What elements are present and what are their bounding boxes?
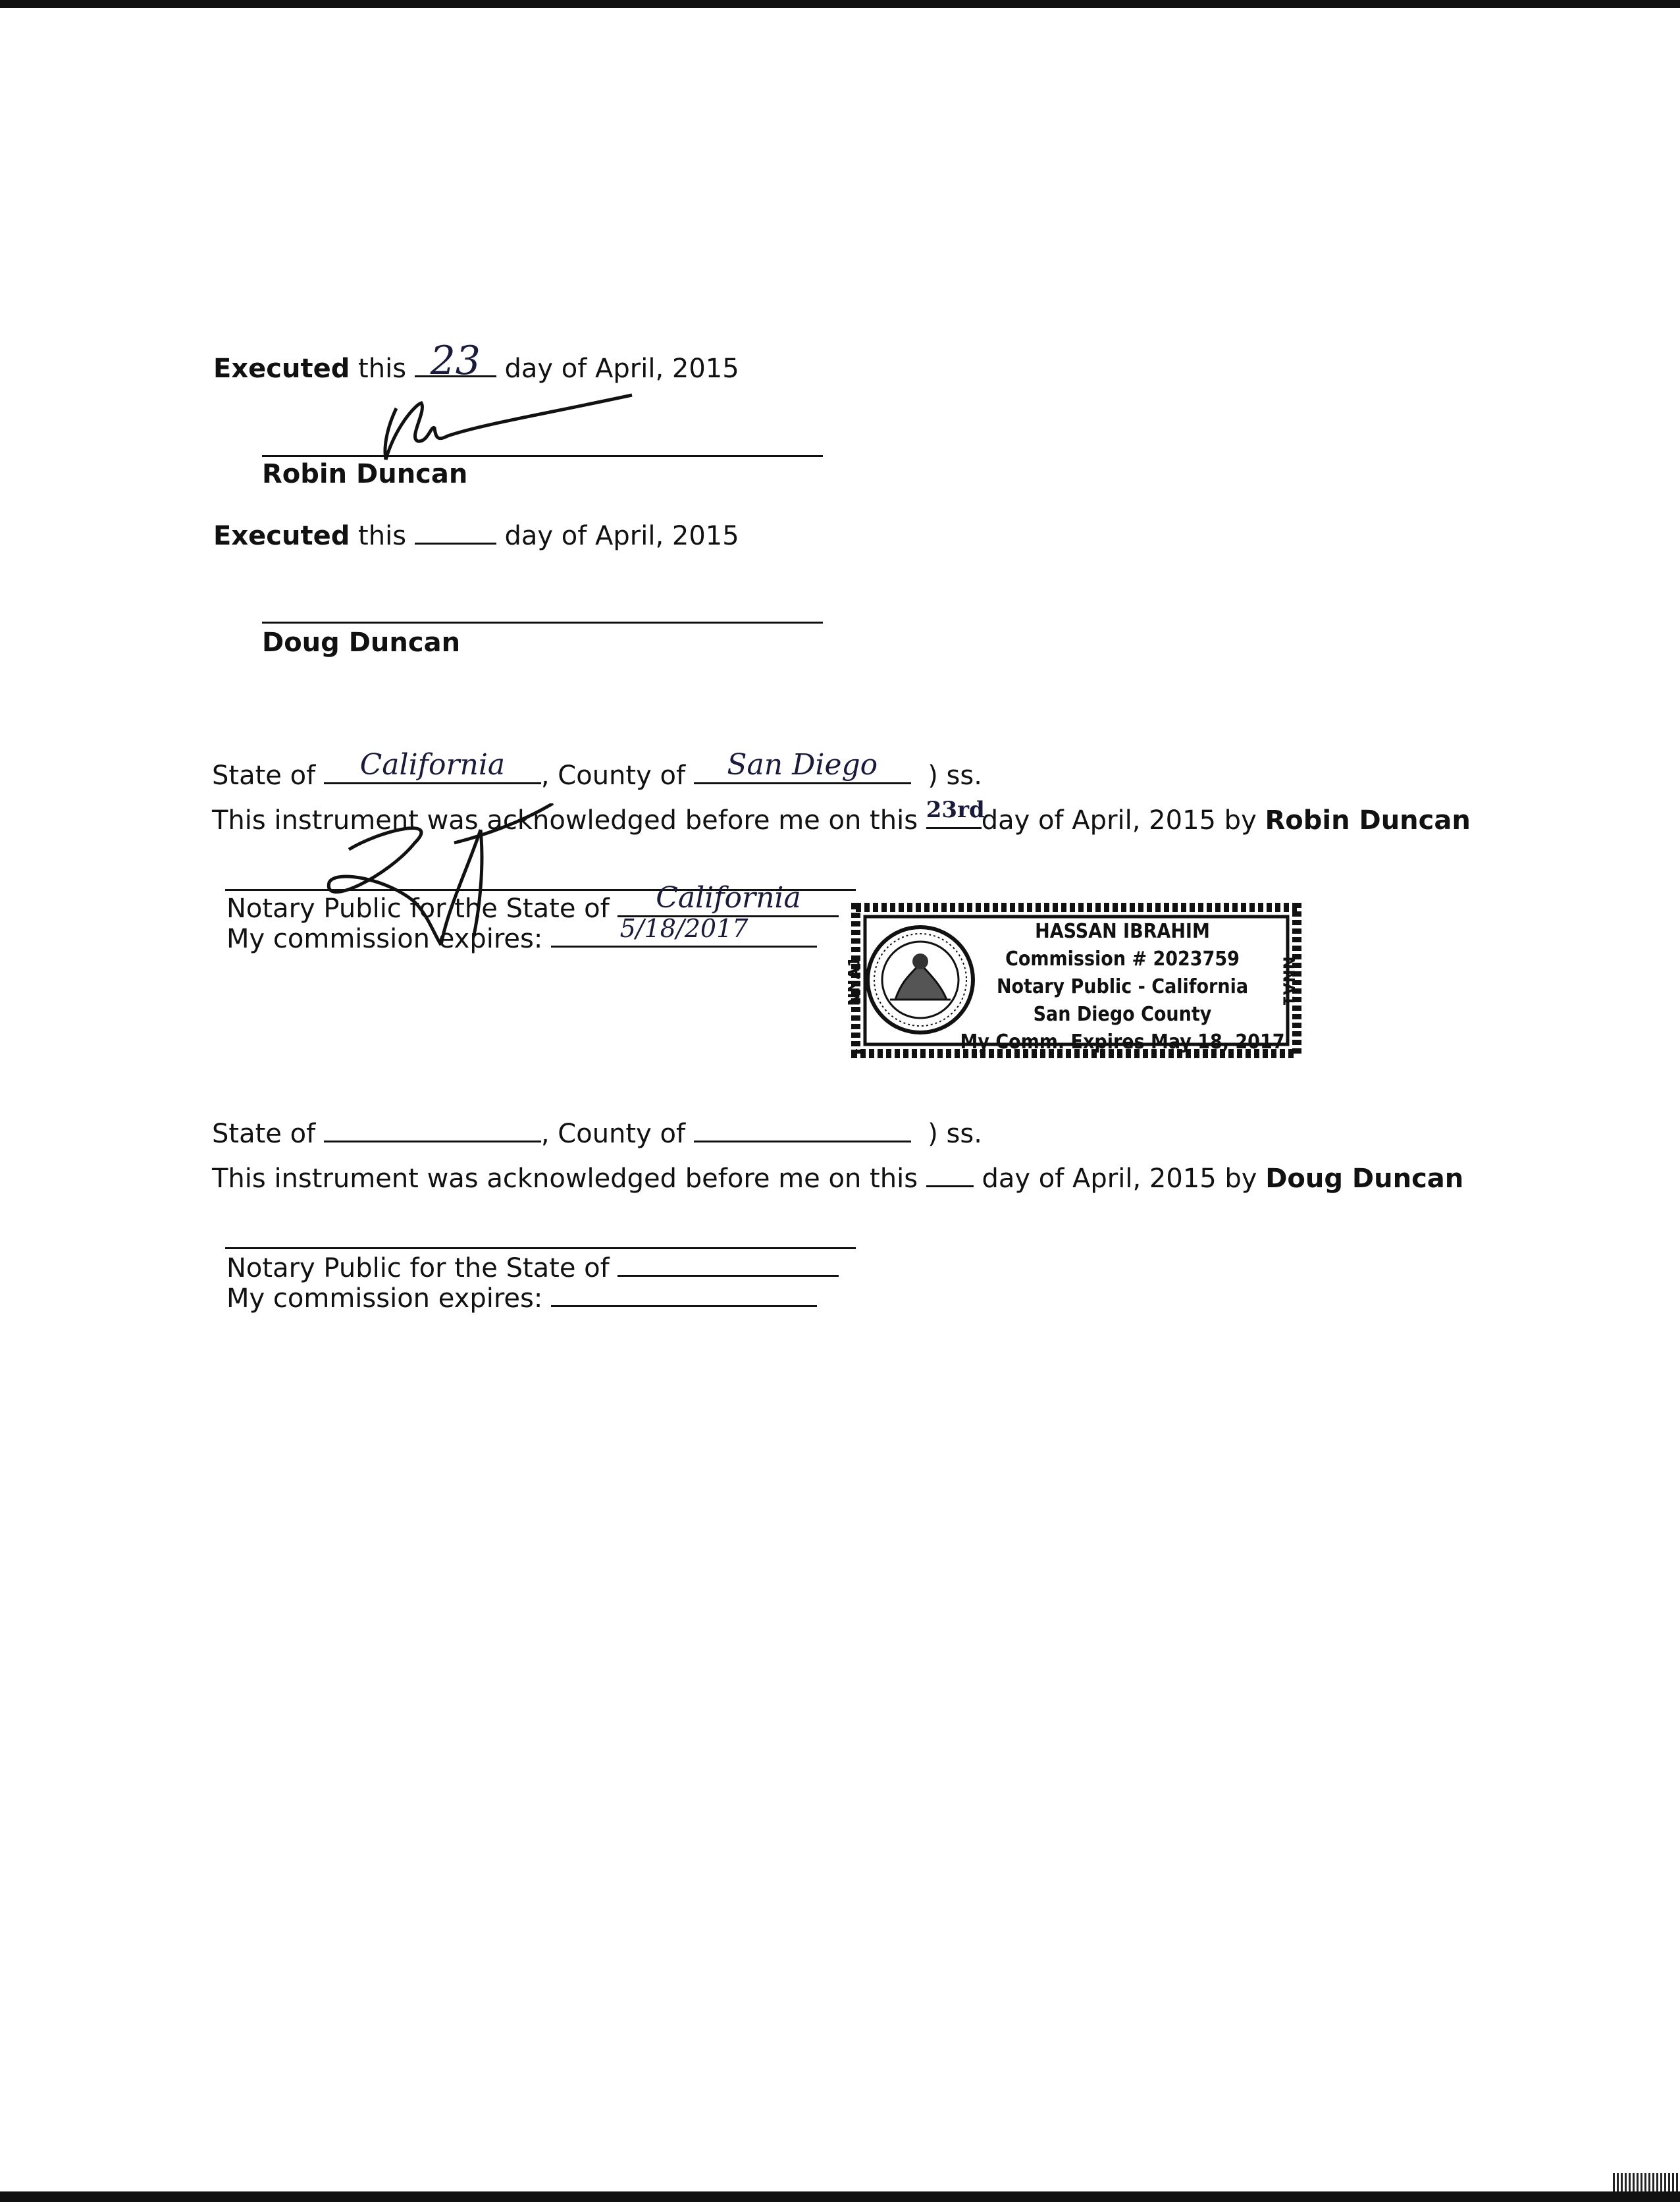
stamp-county: San Diego County xyxy=(1033,1003,1212,1026)
executed-label: Executed xyxy=(213,521,350,551)
this-word: this xyxy=(358,521,407,551)
stamp-expires: My Comm. Expires May 18, 2017 xyxy=(960,1031,1285,1054)
ack-day-field-2[interactable] xyxy=(926,1163,974,1187)
state-value-1: California xyxy=(359,748,506,782)
county-label: , County of xyxy=(540,1119,686,1149)
state-label: State of xyxy=(212,761,316,791)
county-value-1: San Diego xyxy=(727,748,878,782)
stamp-side-left: NNA1 xyxy=(845,956,864,1006)
commission-field-2[interactable] xyxy=(551,1283,817,1307)
county-label: , County of xyxy=(540,761,686,791)
signer-name-robin: Robin Duncan xyxy=(262,459,468,489)
commission-line-2: My commission expires: xyxy=(226,1283,817,1314)
commission-line-1: My commission expires: 5/18/2017 xyxy=(226,923,817,955)
day-suffix: day of April, 2015 xyxy=(504,354,739,384)
ack-sentence-1: This instrument was acknowledged before me on this 23rd day of April, 2015 by Robin Duncan xyxy=(212,805,1471,836)
executed-line-robin xyxy=(213,338,739,385)
ss-label: ) ss. xyxy=(928,1119,982,1149)
state-label: State of xyxy=(212,1119,316,1149)
county-field-1[interactable] xyxy=(694,748,911,784)
state-county-line-1 xyxy=(212,748,982,792)
state-county-line-2 xyxy=(212,1118,982,1150)
day-suffix: day of April, 2015 xyxy=(504,521,739,551)
stamp-side-right: NNA1 xyxy=(1279,956,1298,1006)
ack-party-2: Doug Duncan xyxy=(1265,1164,1464,1194)
this-word: this xyxy=(358,354,407,384)
county-field-2[interactable] xyxy=(694,1118,911,1142)
ack-party-1: Robin Duncan xyxy=(1265,805,1471,836)
signer-name-doug: Doug Duncan xyxy=(262,628,461,658)
state-field-1[interactable] xyxy=(324,748,541,784)
day-value-robin: 23 xyxy=(430,338,481,384)
executed-line-doug xyxy=(213,520,739,552)
day-field-doug[interactable] xyxy=(415,520,496,545)
ss-label: ) ss. xyxy=(928,761,982,791)
signature-line-robin[interactable] xyxy=(262,455,823,457)
notary-signature-line-2[interactable] xyxy=(225,1247,856,1249)
stamp-commission: Commission # 2023759 xyxy=(1005,948,1240,971)
stamp-text xyxy=(955,918,1290,1056)
commission-field-1[interactable] xyxy=(551,914,817,948)
notary-state-value-1: California xyxy=(656,881,801,915)
ack-day-field-1[interactable] xyxy=(926,797,985,829)
commission-value-1: 5/18/2017 xyxy=(619,914,748,943)
notary-state-line-2: Notary Public for the State of xyxy=(226,1252,839,1284)
state-field-2[interactable] xyxy=(324,1118,541,1142)
ack-sentence-2: This instrument was acknowledged before me on this day of April, 2015 by Doug Duncan xyxy=(212,1164,1464,1194)
notary-state-line-1: Notary Public for the State of California xyxy=(226,893,839,925)
notary-state-field-2[interactable] xyxy=(617,1252,839,1277)
day-field-robin[interactable] xyxy=(415,338,496,384)
signature-line-doug[interactable] xyxy=(262,622,823,624)
ack-day-value-1: 23rd xyxy=(926,797,985,823)
stamp-name: HASSAN IBRAHIM xyxy=(1035,920,1210,943)
scan-edge-top xyxy=(0,0,1680,8)
stamp-title: Notary Public - California xyxy=(996,975,1249,998)
scan-noise xyxy=(1613,2173,1680,2191)
executed-label: Executed xyxy=(213,354,350,384)
scan-edge-bottom xyxy=(0,2191,1680,2202)
